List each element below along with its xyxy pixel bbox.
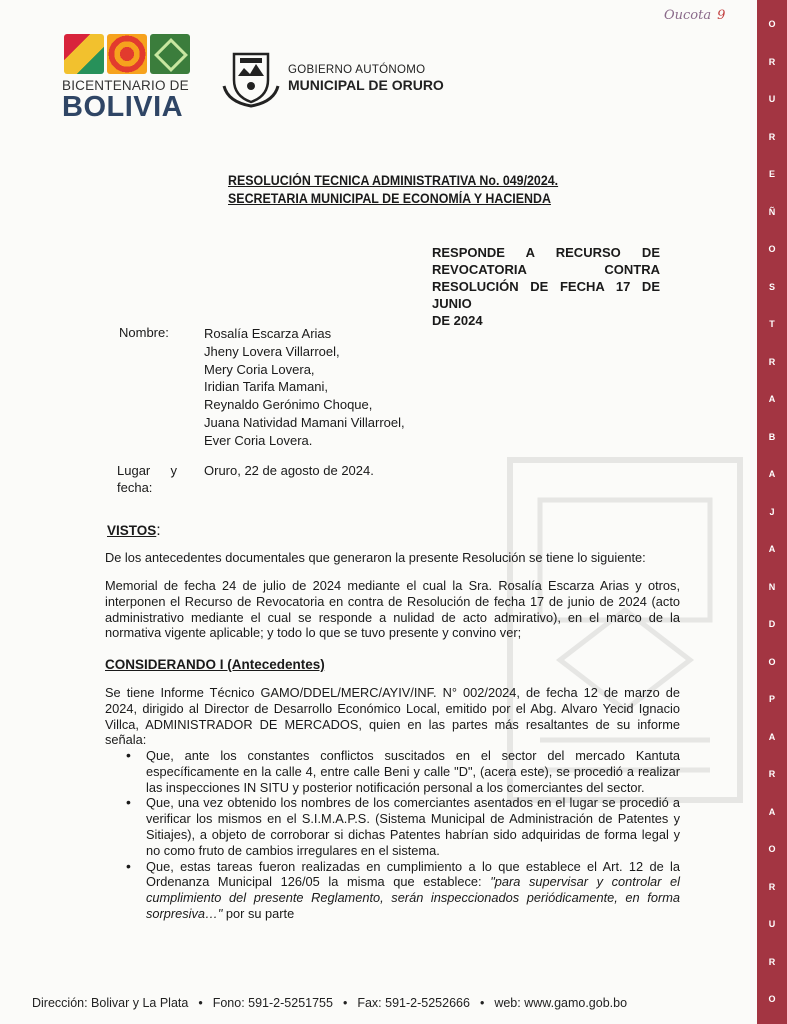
footer-web: web: www.gamo.gob.bo: [494, 996, 628, 1010]
footer-address: Dirección: Bolivar y La Plata: [32, 996, 189, 1010]
bolivia-text: BOLIVIA: [62, 91, 184, 123]
lugar-fecha-label: Lugar y fecha:: [117, 463, 177, 495]
name-item: Mery Coria Lovera,: [204, 361, 315, 377]
banner-letter: R: [768, 56, 776, 67]
footer-contact: Dirección: Bolivar y La Plata • Fono: 591-2-5251755 • Fax: 591-2-5252666 • web: www.gamo.gob.bo: [32, 996, 628, 1010]
responde-block: [432, 244, 660, 329]
responde-line1: RESPONDE A RECURSO DE: [432, 245, 660, 260]
responde-line3: RESOLUCIÓN DE FECHA 17 DE JUNIO: [432, 279, 660, 311]
banner-letter: O: [768, 244, 776, 254]
considerando-paragraph: Se tiene Informe Técnico GAMO/DDEL/MERC/AYIV/INF. N° 002/2024, de fecha 12 de marzo de 2024, dirigido al Director de Desarrollo Económico Local, emitido por el Abg. Alvaro Yecid Ignacio Villca, ADMINISTRADOR DE MERCADOS, quien en las partes más resaltantes de su informe señala:: [105, 685, 680, 748]
banner-letter: A: [768, 394, 776, 404]
banner-letter: A: [768, 469, 776, 479]
banner-letter: A: [768, 544, 776, 554]
banner-letter: O: [768, 844, 776, 854]
name-item: Iridian Tarifa Mamani,: [204, 379, 329, 395]
banner-letter: O: [768, 19, 776, 29]
name-item: Ever Coria Lovera.: [204, 432, 313, 448]
bicentenario-emblem-icon: [64, 34, 194, 74]
vistos-paragraph-2: Memorial de fecha 24 de julio de 2024 mediante el cual la Sra. Rosalía Escarza Arias y otros, interponen el Recurso de Revocatoria en contra de Resolución de fecha 17 de junio de 2024 (acto administrativo mediante el cual se responde a nulidad de acto admirativo), en el marco de la normativa vigente aplicable; y todo lo que se tuvo presente y convino ver;: [105, 578, 680, 641]
footer-phone: Fono: 591-2-5251755: [212, 996, 333, 1010]
footer-fax: Fax: 591-2-5252666: [357, 996, 470, 1010]
banner-letter: Ñ: [768, 206, 776, 217]
banner-letter: N: [768, 581, 776, 592]
considerando-heading: CONSIDERANDO I (Antecedentes): [105, 657, 325, 672]
handwritten-note: Oucota 9: [664, 8, 726, 23]
considerando-bullets: [126, 748, 680, 922]
banner-letter: O: [768, 994, 776, 1004]
responde-line4: DE 2024: [432, 313, 483, 328]
banner-letter: D: [768, 619, 776, 629]
vistos-heading: VISTOS:: [107, 522, 161, 539]
name-item: Rosalía Escarza Arias: [204, 326, 332, 341]
banner-letter: U: [768, 919, 776, 929]
banner-letter: R: [768, 881, 776, 892]
responde-line2: REVOCATORIA CONTRA: [432, 262, 660, 277]
gam-title-line2: MUNICIPAL DE ORURO: [288, 77, 444, 93]
banner-letter: T: [769, 319, 775, 329]
banner-letter: A: [768, 806, 776, 817]
banner-letter: S: [768, 281, 775, 292]
name-item: Juana Natividad Mamani Villarroel,: [204, 414, 405, 430]
name-item: Jheny Lovera Villarroel,: [204, 343, 340, 359]
bicentenario-text: BICENTENARIO DE: [62, 78, 189, 93]
list-item: • Que, ante los constantes conflictos suscitados en el sector del mercado Kantuta específicamente en la calle 4, entre calle Beni y calle "D", (acera este), se procedió a realizar las inspecciones IN SITU y posterior notificación personal a los comerciantes del sector.: [126, 748, 680, 795]
list-item: • Que, una vez obtenido los nombres de los comerciantes asentados en el lugar se procedió a verificar los mismos en el S.I.M.A.P.S. (Sistema Municipal de Administración de Patentes y Sitiajes), a objeto de corroborar si dichas Patentes habrían sido adquiridas de forma legal y no como fruto de cambios irregulares en el sistema.: [126, 795, 680, 858]
oruro-coat-of-arms-icon: [220, 46, 282, 108]
vistos-paragraph-1: De los antecedentes documentales que generaron la presente Resolución se tiene lo siguiente:: [105, 550, 646, 565]
banner-letter: R: [768, 356, 776, 367]
banner-letter: A: [768, 731, 776, 742]
lugar-fecha-value: Oruro, 22 de agosto de 2024.: [204, 463, 374, 478]
title-line2: SECRETARIA MUNICIPAL DE ECONOMÍA Y HACIENDA: [228, 191, 551, 206]
banner-letter: R: [768, 956, 776, 967]
banner-letter: E: [768, 169, 775, 179]
banner-letter: J: [769, 506, 775, 517]
name-item: Reynaldo Gerónimo Choque,: [204, 397, 373, 413]
banner-letter: R: [768, 769, 776, 779]
side-banner-oruro: [757, 0, 787, 1024]
banner-letter: P: [768, 694, 775, 704]
names-list: [204, 325, 405, 450]
nombre-label: Nombre:: [119, 325, 169, 340]
banner-letter: O: [768, 656, 776, 667]
resolution-title: [228, 172, 587, 208]
list-item: • Que, estas tareas fueron realizadas en cumplimiento a lo que establece el Art. 12 de la Ordenanza Municipal 126/05 la misma que establece: "para supervisar y controlar el cumplimiento del presente Reglamento, serán inspeccionados periódicamente, en forma sorpresiva…" por su parte: [126, 859, 680, 922]
title-line1: RESOLUCIÓN TECNICA ADMINISTRATIVA No. 049/2024.: [228, 173, 559, 188]
banner-letter: B: [768, 431, 776, 442]
bicentenario-logo: [62, 34, 194, 124]
banner-letter: U: [768, 94, 776, 104]
gam-oruro-logo: [220, 46, 460, 108]
banner-letter: R: [768, 131, 776, 142]
gam-title-line1: GOBIERNO AUTÓNOMO: [288, 64, 426, 76]
